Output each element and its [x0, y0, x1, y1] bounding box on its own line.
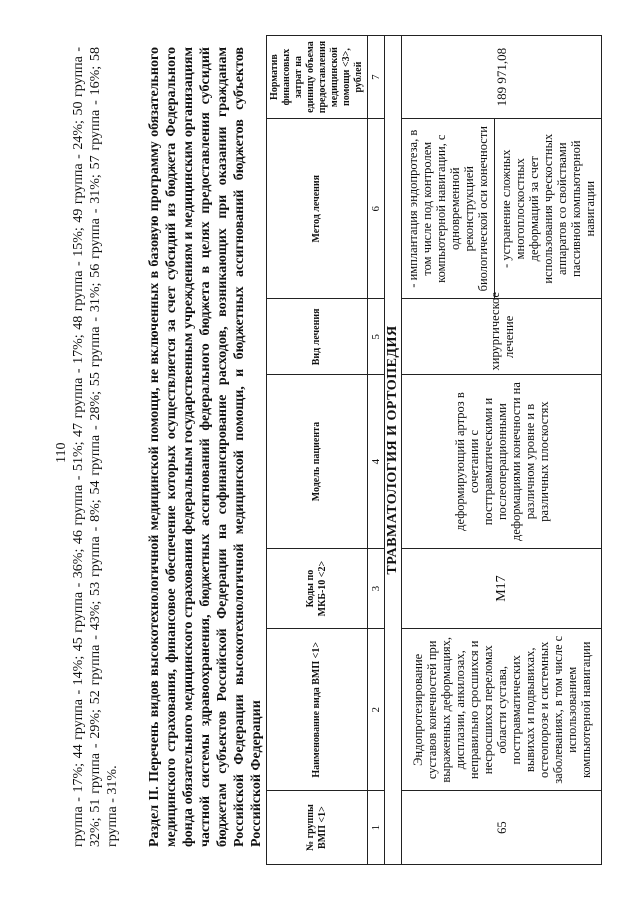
page-number: 110: [54, 442, 69, 463]
method-item: - имплантация эндопротеза, в том числе под контролем компьютерной навигации, с одновременной реконструкцией биологической оси конечности: [406, 126, 490, 292]
table-header-row: [267, 36, 368, 865]
section-row-title: ТРАВМАТОЛОГИЯ И ОРТОПЕДИЯ: [385, 36, 402, 865]
column-number: 5: [368, 299, 385, 375]
table-row: [402, 36, 602, 865]
column-number: 2: [368, 629, 385, 791]
cell-treatment-method: [402, 119, 602, 299]
cell-vmp-name: Эндопротезирование суставов конечностей при выраженных деформациях, дисплазии, анкилозах, неправильно сросшихся и несросшихся переломах области сустава, посттравматических вывихах и подвывихах, остеопорозе и системных заболеваниях, в том числе с использованием компьютерной навигации: [402, 629, 602, 791]
section-row: [385, 36, 402, 865]
intro-paragraph: группа - 17%; 44 группа - 14%; 45 группа - 36%; 46 группа - 51%; 47 группа - 17%; 48 группа - 15%; 49 группа - 24%; 50 группа - 32%; 51 группа - 29%; 52 группа - 43%; 53 группа - 8%; 54 группа - 28%; 55 группа - 31%; 56 группа - 31%; 57 группа - 16%; 58 группа - 31%.: [71, 47, 120, 847]
column-number: 7: [368, 36, 385, 119]
header-treatment-type: Вид лечения: [267, 299, 368, 375]
column-number: 6: [368, 119, 385, 299]
cell-mkb-code: M17: [402, 548, 602, 629]
header-cost-norm: Норматив финансовых затрат на единицу объема предоставления медицинской помощи <3>, рублей: [267, 36, 368, 119]
column-number: 4: [368, 375, 385, 548]
header-mkb-codes: Коды по МКБ-10 <2>: [267, 548, 368, 629]
column-number-row: [368, 36, 385, 865]
column-number: 3: [368, 548, 385, 629]
section-heading: Раздел II. Перечень видов высокотехнологичной медицинской помощи, не включенных в базовую программу обязательного медицинского страхования, финансовое обеспечение которых осуществляется за счет субсидий из бюджета Федерального фонда обязательного медицинского страхования федеральным государственным учреждениям и медицинским организациям частной системы здравоохранения, бюджетных ассигнований федерального бюджета в целях предоставления субсидий бюджетам субъектов Российской Федерации на софинансирование расходов, возникающих при оказании гражданам Российской Федерации высокотехнологичной медицинской помощи, и бюджетных ассигнований бюджетов субъектов Российской Федерации: [147, 47, 264, 847]
cell-treatment-type: хирургическое лечение: [402, 299, 602, 375]
header-patient-model: Модель пациента: [267, 375, 368, 548]
header-group-number: № группы ВМП <1>: [267, 791, 368, 865]
vmp-table: [266, 35, 602, 865]
header-treatment-method: Метод лечения: [267, 119, 368, 299]
cell-group-number: 65: [402, 791, 602, 865]
method-item: - устранение сложных многоплоскостных деформаций за счет использования чрескостных аппаратов со свойствами пассивной компьютерной навигации: [494, 119, 601, 298]
column-number: 1: [368, 791, 385, 865]
cell-patient-model: деформирующий артроз в сочетании с посттравматическими и послеоперационными деформациями конечности на различном уровне и в различных плоскостях: [402, 375, 602, 548]
cell-cost: 189 971,08: [402, 36, 602, 119]
header-vmp-name: Наименование вида ВМП <1>: [267, 629, 368, 791]
